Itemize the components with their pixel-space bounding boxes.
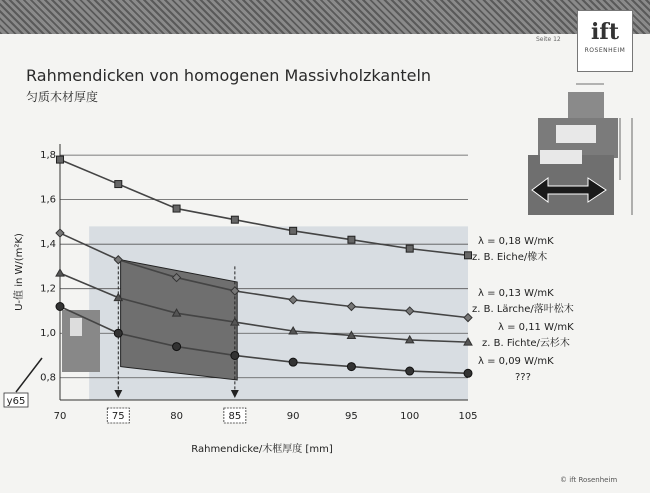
data-point bbox=[406, 245, 413, 252]
data-point bbox=[347, 363, 355, 371]
series-wood-label: z. B. Eiche/橡木 bbox=[472, 252, 548, 263]
y-tick-label: 1,4 bbox=[40, 239, 56, 251]
y-tick-label: 1,8 bbox=[40, 150, 56, 162]
page-label: Seite 12 bbox=[536, 36, 561, 43]
x-tick-label: 75 bbox=[111, 411, 125, 422]
y-tick-label: 0,8 bbox=[40, 372, 56, 384]
data-point bbox=[231, 216, 238, 223]
logo-text: ift bbox=[591, 19, 619, 45]
x-axis-title: Rahmendicke/木框厚度 [mm] bbox=[191, 444, 333, 455]
y-tick-label: 1,0 bbox=[40, 328, 56, 340]
data-point bbox=[464, 369, 472, 377]
y-tick-label: 1,2 bbox=[40, 283, 56, 295]
y-axis-title: U-值 in W/(m²K) bbox=[14, 233, 25, 311]
x-tick-label: 80 bbox=[170, 411, 183, 422]
x-tick-label: 90 bbox=[286, 411, 300, 422]
data-point bbox=[115, 181, 122, 188]
data-point bbox=[56, 269, 64, 276]
data-point bbox=[57, 156, 64, 163]
series-lambda-label: λ = 0,09 W/mK bbox=[478, 356, 554, 367]
side-box-label: y65 bbox=[6, 396, 26, 407]
x-tick-label: 105 bbox=[458, 411, 478, 422]
data-point bbox=[465, 252, 472, 259]
page-subtitle: 匀质木材厚度 bbox=[26, 90, 99, 104]
profile-thumbnail-glass bbox=[70, 318, 82, 336]
data-point bbox=[406, 367, 414, 375]
series-lambda-label: λ = 0,13 W/mK bbox=[478, 288, 554, 299]
data-point bbox=[173, 343, 181, 351]
side-box-pointer bbox=[16, 358, 42, 392]
x-tick-label: 100 bbox=[400, 411, 420, 422]
series-wood-label: ??? bbox=[515, 372, 531, 383]
x-tick-label: 85 bbox=[228, 411, 242, 422]
copyright-footer: © ift Rosenheim bbox=[560, 476, 618, 484]
series-lambda-label: λ = 0,18 W/mK bbox=[478, 236, 554, 247]
x-tick-label: 95 bbox=[345, 411, 358, 422]
logo-subtext: ROSENHEIM bbox=[584, 47, 626, 54]
frame-profile-drawing bbox=[528, 84, 632, 215]
y-tick-label: 1,6 bbox=[40, 194, 56, 206]
page-title: Rahmendicken von homogenen Massivholzkanteln bbox=[26, 66, 432, 85]
data-point bbox=[290, 227, 297, 234]
data-point bbox=[173, 205, 180, 212]
data-point bbox=[56, 229, 64, 237]
data-point bbox=[114, 329, 122, 337]
data-point bbox=[56, 303, 64, 311]
series-wood-label: z. B. Lärche/落叶松木 bbox=[472, 304, 574, 315]
series-wood-label: z. B. Fichte/云杉木 bbox=[482, 338, 570, 349]
data-point bbox=[348, 236, 355, 243]
series-lambda-label: λ = 0,11 W/mK bbox=[498, 322, 574, 333]
data-point bbox=[231, 351, 239, 359]
data-point bbox=[289, 358, 297, 366]
x-tick-label: 70 bbox=[53, 411, 67, 422]
